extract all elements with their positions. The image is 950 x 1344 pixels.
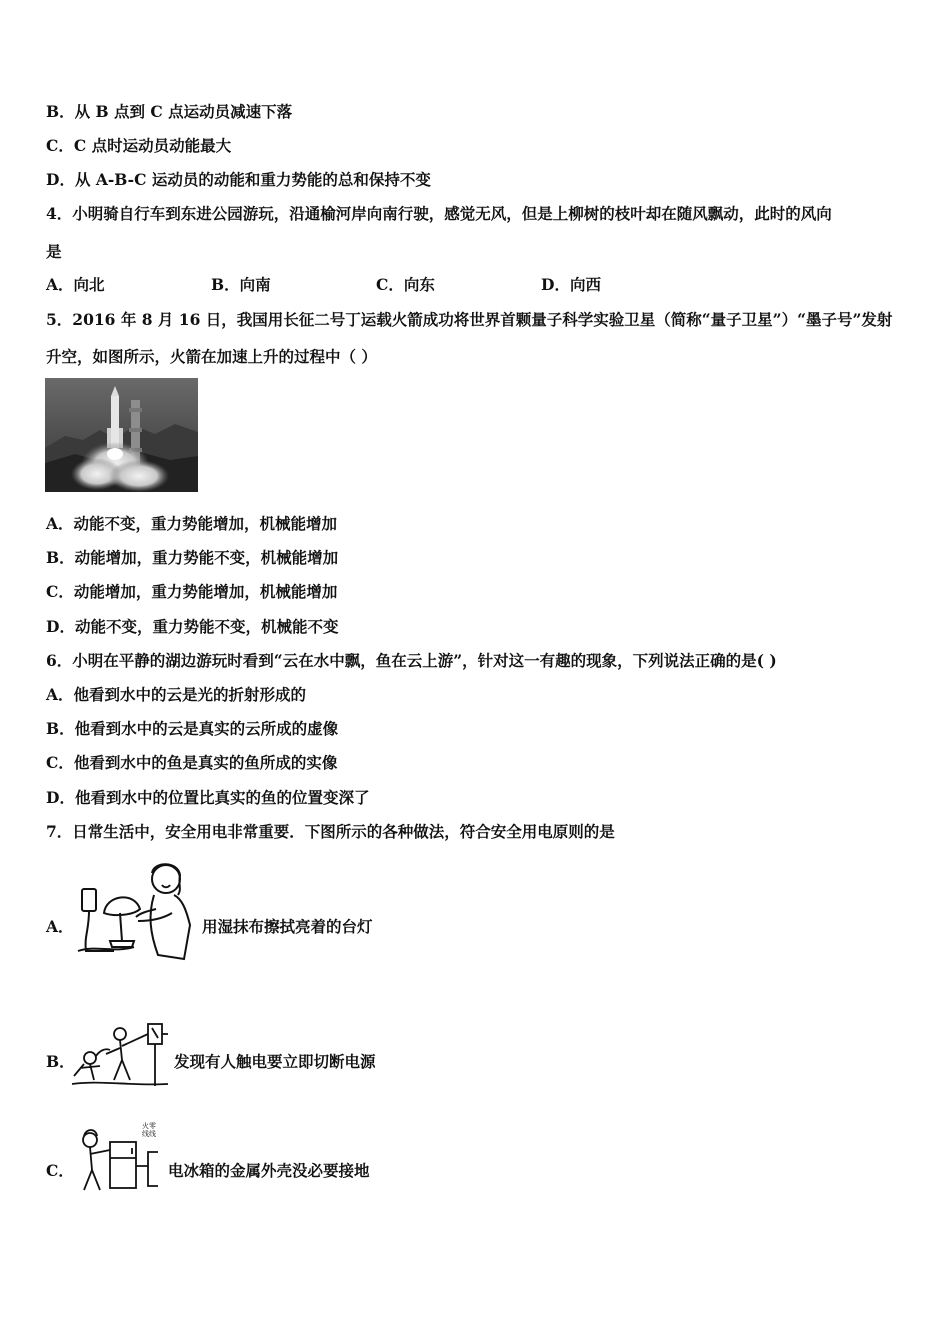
q3-option-d: D．从 A-B-C 运动员的动能和重力势能的总和保持不变 [46,170,431,189]
q4-option-a: A．向北 [46,275,105,294]
q4-option-b: B．向南 [211,275,271,294]
q6-stem: 6．小明在平静的湖边游玩时看到“云在水中飘，鱼在云上游”，针对这一有趣的现象，下列说法正确的是( ) [46,651,777,670]
q3-option-c: C．C 点时运动员动能最大 [46,136,232,155]
refrigerator-grounding-illustration [74,1122,164,1194]
rocket-launch-photo [45,378,198,492]
q7-stem: 7．日常生活中，安全用电非常重要．下图所示的各种做法，符合安全用电原则的是 [46,822,615,841]
c-fig-label-top: 火零 [142,1122,156,1130]
q4-options [46,274,746,296]
q4-option-c: C．向东 [376,275,435,294]
q7-option-a-label: A． [46,917,74,936]
q4-stem-line2: 是 [46,242,62,261]
wet-cloth-lamp-illustration [74,855,198,967]
q6-option-c: C．他看到水中的鱼是真实的鱼所成的实像 [46,753,338,772]
q7-option-a-text: 用湿抹布擦拭亮着的台灯 [202,917,373,936]
q6-option-d: D．他看到水中的位置比真实的鱼的位置变深了 [46,788,370,807]
q3-option-b: B．从 B 点到 C 点运动员减速下落 [46,102,293,121]
q5-stem-line2: 升空，如图所示，火箭在加速上升的过程中（ ） [46,347,377,366]
q7-option-c-label: C． [46,1161,74,1180]
q5-option-a: A．动能不变，重力势能增加，机械能增加 [46,514,338,533]
q7-option-c-text: 电冰箱的金属外壳没必要接地 [168,1161,370,1180]
q4-option-d: D．向西 [541,275,601,294]
q4-stem-line1: 4．小明骑自行车到东进公园游玩，沿通榆河岸向南行驶，感觉无风，但是上柳树的枝叶却在随风飘动，此时的风向 [46,204,832,223]
q6-option-b: B．他看到水中的云是真实的云所成的虚像 [46,719,339,738]
q5-option-c: C．动能增加，重力势能增加，机械能增加 [46,582,338,601]
q5-option-b: B．动能增加，重力势能不变，机械能增加 [46,548,339,567]
q7-option-b-text: 发现有人触电要立即切断电源 [174,1052,376,1071]
q6-option-a: A．他看到水中的云是光的折射形成的 [46,685,307,704]
c-fig-label-bottom: 线线 [142,1130,156,1138]
cut-off-power-illustration [70,1020,170,1092]
q5-option-d: D．动能不变，重力势能不变，机械能不变 [46,617,339,636]
q7-option-b-label: B． [46,1052,75,1071]
q5-stem-line1: 5．2016 年 8 月 16 日，我国用长征二号丁运载火箭成功将世界首颗量子科学实验卫星（简称“量子卫星”）“墨子号”发射 [46,310,893,329]
